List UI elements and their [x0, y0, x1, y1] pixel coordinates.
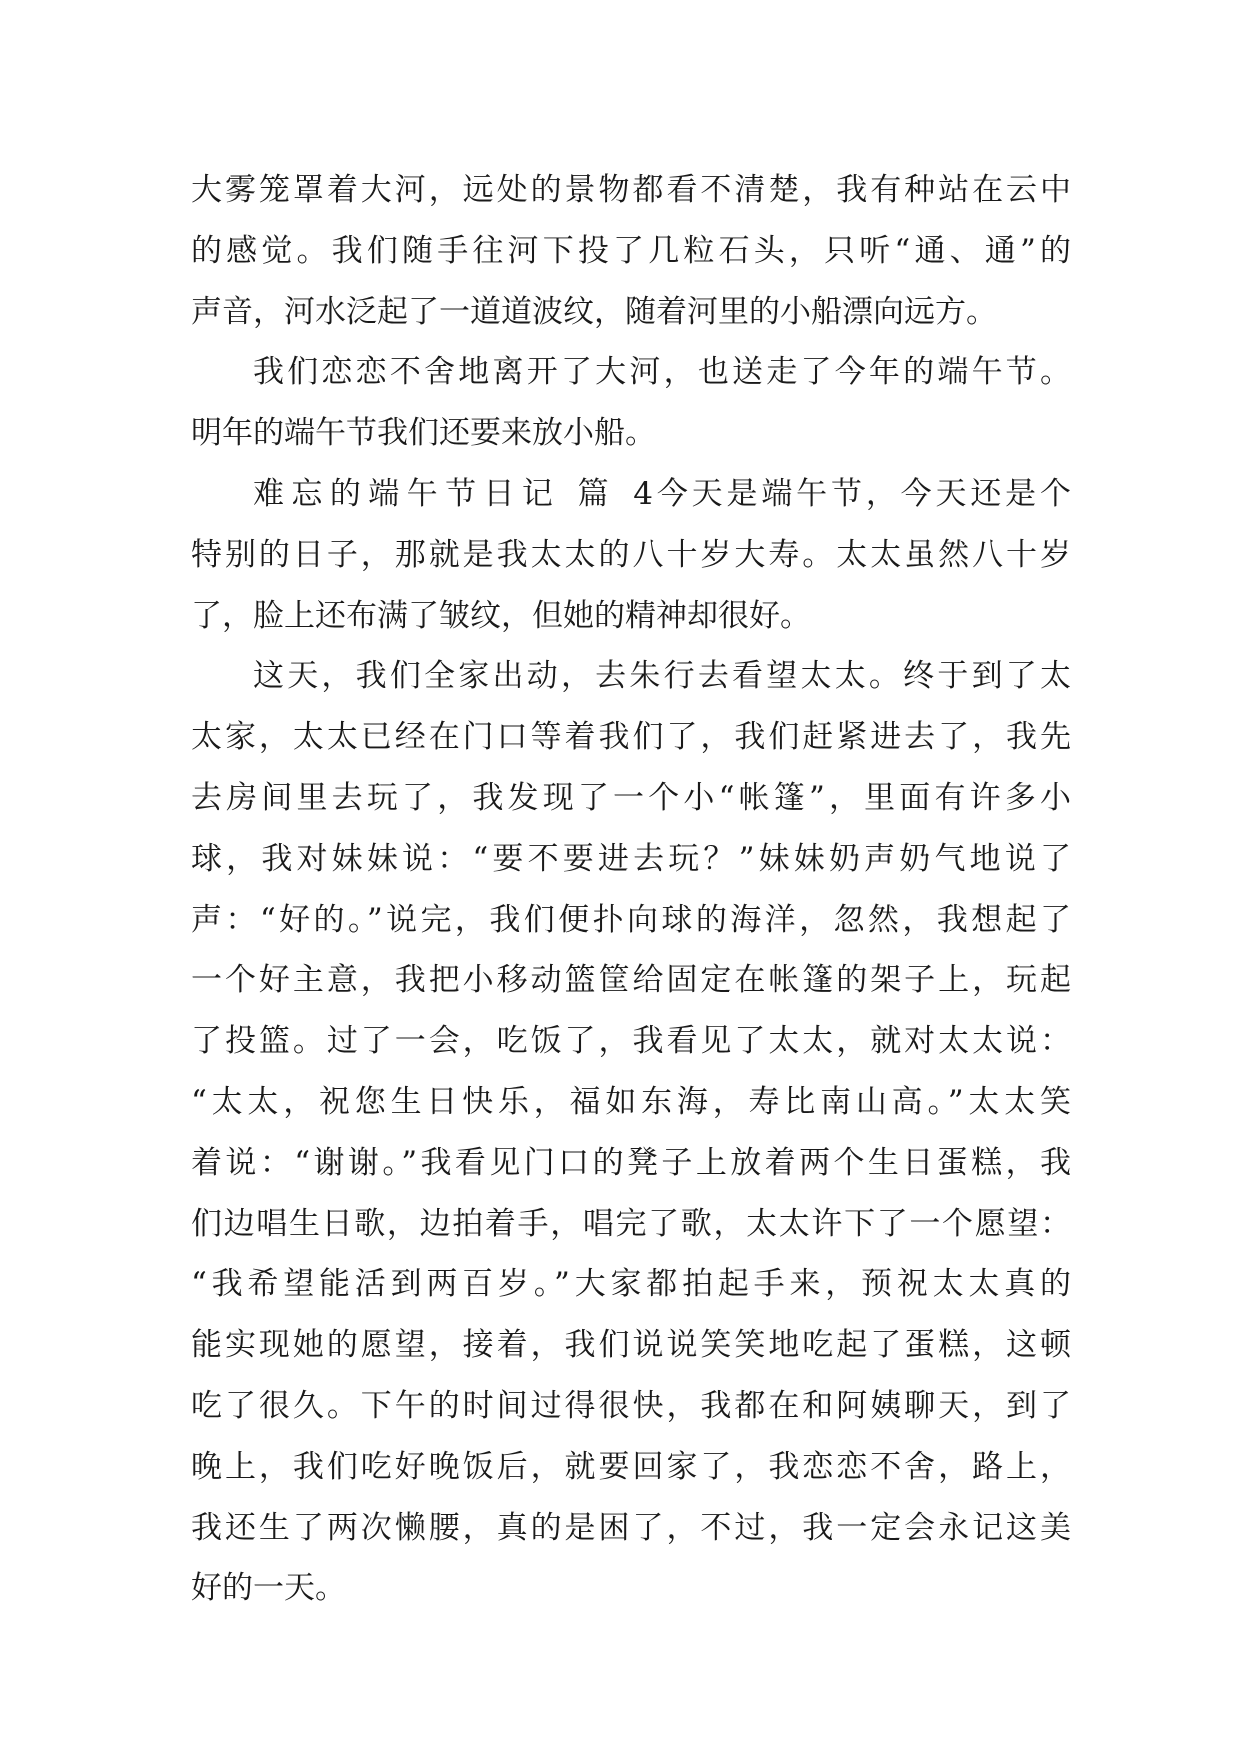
text-line	[191, 464, 1071, 525]
text-line: 球，我对妹妹说：“要不要进去玩？”妹妹奶声奶气地说了	[191, 840, 1071, 877]
text-segment: 今天是端午节，今天还是个	[653, 475, 1071, 512]
text-line: 了，脸上还布满了皱纹，但她的精神却很好。	[191, 597, 811, 634]
text-line: 声音，河水泛起了一道道波纹，随着河里的小船漂向远方。	[191, 293, 997, 330]
text-line: 大雾笼罩着大河，远处的景物都看不清楚，我有种站在云中	[191, 172, 1071, 208]
paragraph	[191, 646, 1071, 1619]
text-line: 能实现她的愿望，接着，我们说说笑笑地吃起了蛋糕，这顿	[191, 1327, 1071, 1364]
text-line: 晚上，我们吃好晚饭后，就要回家了，我恋恋不舍，路上，	[191, 1448, 1071, 1485]
text-line: 太家，太太已经在门口等着我们了，我们赶紧进去了，我先	[191, 719, 1071, 756]
article-body	[191, 160, 1071, 1619]
text-line: 的感觉。我们随手往河下投了几粒石头，只听“通、通”的	[191, 232, 1071, 269]
text-line: 这天，我们全家出动，去朱行去看望太太。终于到了太	[253, 658, 1071, 695]
text-line: 吃了很久。下午的时间过得很快，我都在和阿姨聊天，到了	[191, 1387, 1071, 1424]
text-line: 一个好主意，我把小移动篮筐给固定在帐篷的架子上，玩起	[191, 962, 1071, 999]
text-line: 声：“好的。”说完，我们便扑向球的海洋，忽然，我想起了	[191, 901, 1071, 938]
paragraph	[191, 342, 1071, 464]
text-line: 特别的日子，那就是我太太的八十岁大寿。太太虽然八十岁	[191, 536, 1071, 573]
text-line: 好的一天。	[191, 1570, 346, 1607]
text-line: 我们恋恋不舍地离开了大河，也送走了今年的端午节。	[253, 354, 1071, 391]
paragraph	[191, 160, 1071, 342]
text-line: 我还生了两次懒腰，真的是困了，不过，我一定会永记这美	[191, 1509, 1071, 1546]
text-line: 们边唱生日歌，边拍着手，唱完了歌，太太许下了一个愿望：	[191, 1205, 1071, 1242]
text-line: 明年的端午节我们还要来放小船。	[191, 415, 656, 452]
section-heading: 难忘的端午节日记 篇 4	[253, 475, 653, 512]
text-line: 去房间里去玩了，我发现了一个小“帐篷”，里面有许多小	[191, 779, 1071, 816]
text-line: “太太，祝您生日快乐，福如东海，寿比南山高。”太太笑	[191, 1083, 1071, 1120]
text-line: “我希望能活到两百岁。”大家都拍起手来，预祝太太真的	[191, 1266, 1071, 1303]
paragraph	[191, 464, 1071, 646]
text-line: 了投篮。过了一会，吃饭了，我看见了太太，就对太太说：	[191, 1023, 1071, 1060]
text-line: 着说：“谢谢。”我看见门口的凳子上放着两个生日蛋糕，我	[191, 1144, 1071, 1181]
